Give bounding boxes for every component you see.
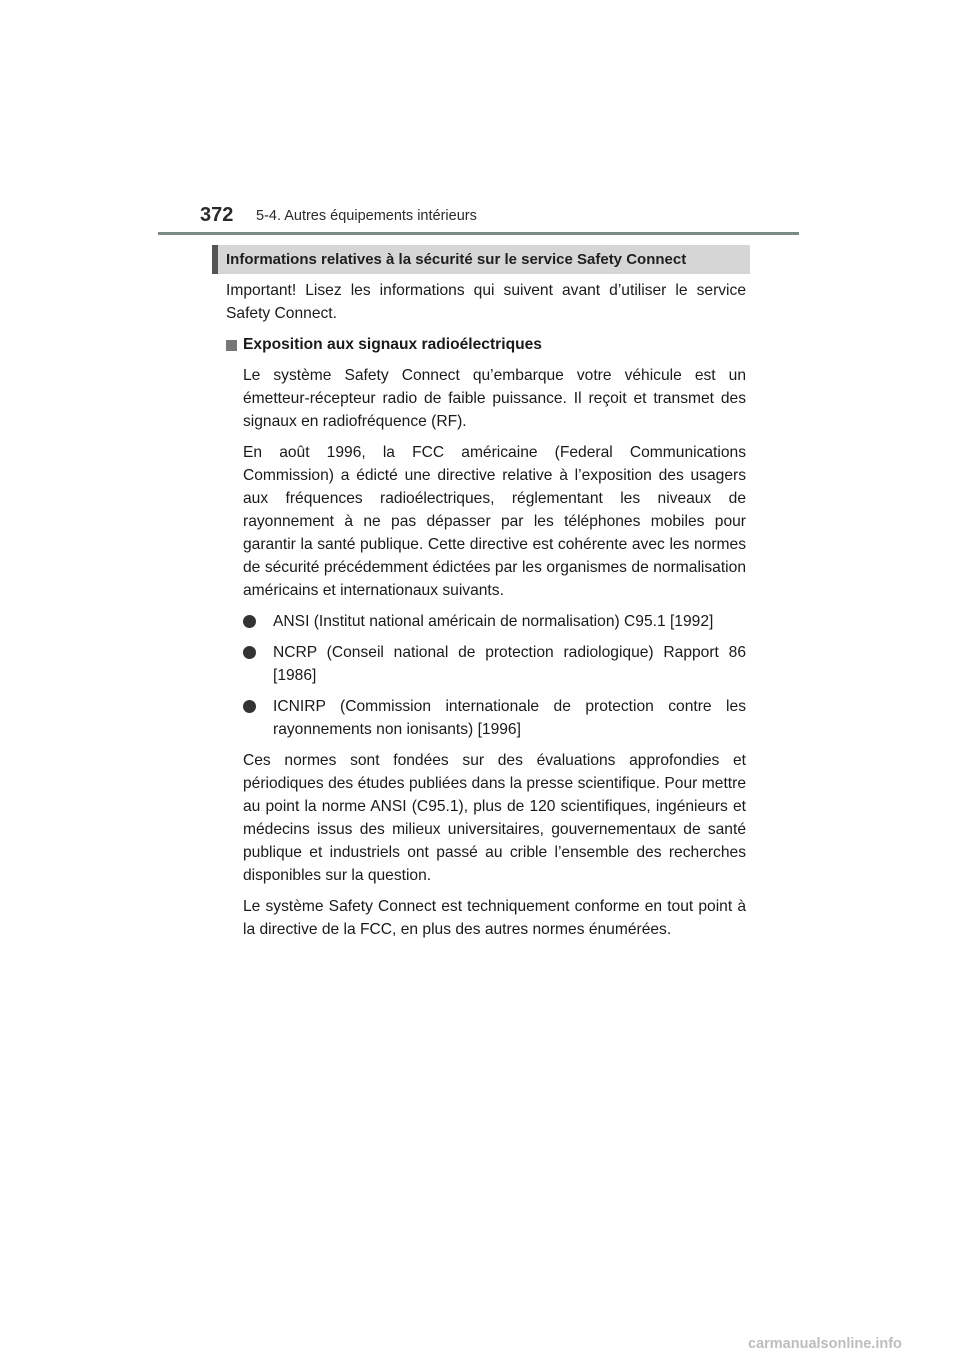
paragraph: Ces normes sont fondées sur des évaluations approfondies et périodiques des études publiées dans la presse scientifique. Pour mettre au point la norme ANSI (C95.1), plus de 120 scientifiques, ingénieurs et médecins issus des milieux universitaires, gouvernementaux de santé publique et industriels ont passé au crible l’ensemble des recherches disponibles sur la question.	[243, 752, 746, 884]
bullet-dot-icon	[243, 646, 256, 659]
subheading	[226, 333, 746, 356]
bullet-dot-icon	[243, 700, 256, 713]
heading-accent-bar	[212, 245, 218, 274]
square-bullet-icon	[226, 340, 237, 351]
subheading-text: Exposition aux signaux radioélectriques	[243, 336, 542, 353]
bullet-item	[226, 641, 746, 687]
bullet-item	[226, 695, 746, 741]
intro-paragraph: Important! Lisez les informations qui suivent avant d’utiliser le service Safety Connect.	[226, 282, 746, 322]
page-content	[226, 279, 746, 949]
watermark-text: carmanualsonline.info	[748, 1336, 902, 1352]
bullet-text: NCRP (Conseil national de protection radiologique) Rapport 86 [1986]	[273, 644, 746, 684]
paragraph: Le système Safety Connect est techniquement conforme en tout point à la directive de la FCC, en plus des autres normes énumérées.	[243, 898, 746, 938]
paragraph: En août 1996, la FCC américaine (Federal Communications Commission) a édicté une directive relative à l’exposition des usagers aux fréquences radioélectriques, réglementant les niveaux de rayonnement à ne pas dépasser par les téléphones mobiles pour garantir la santé publique. Cette directive est cohérente avec les normes de sécurité précédemment édictées par les organismes de normalisation américains et internationaux suivants.	[243, 444, 746, 599]
bullet-text: ANSI (Institut national américain de normalisation) C95.1 [1992]	[273, 613, 714, 630]
bullet-text: ICNIRP (Commission internationale de protection contre les rayonnements non ionisants) [1996]	[273, 698, 746, 738]
section-title: 5-4. Autres équipements intérieurs	[256, 208, 477, 224]
page-number: 372	[200, 204, 234, 226]
section-heading-box	[212, 245, 750, 274]
header-divider	[158, 232, 799, 235]
bullet-item	[226, 610, 746, 633]
section-heading: Informations relatives à la sécurité sur le service Safety Connect	[226, 251, 687, 268]
bullet-dot-icon	[243, 615, 256, 628]
paragraph: Le système Safety Connect qu’embarque votre véhicule est un émetteur-récepteur radio de faible puissance. Il reçoit et transmet des signaux en radiofréquence (RF).	[243, 367, 746, 430]
